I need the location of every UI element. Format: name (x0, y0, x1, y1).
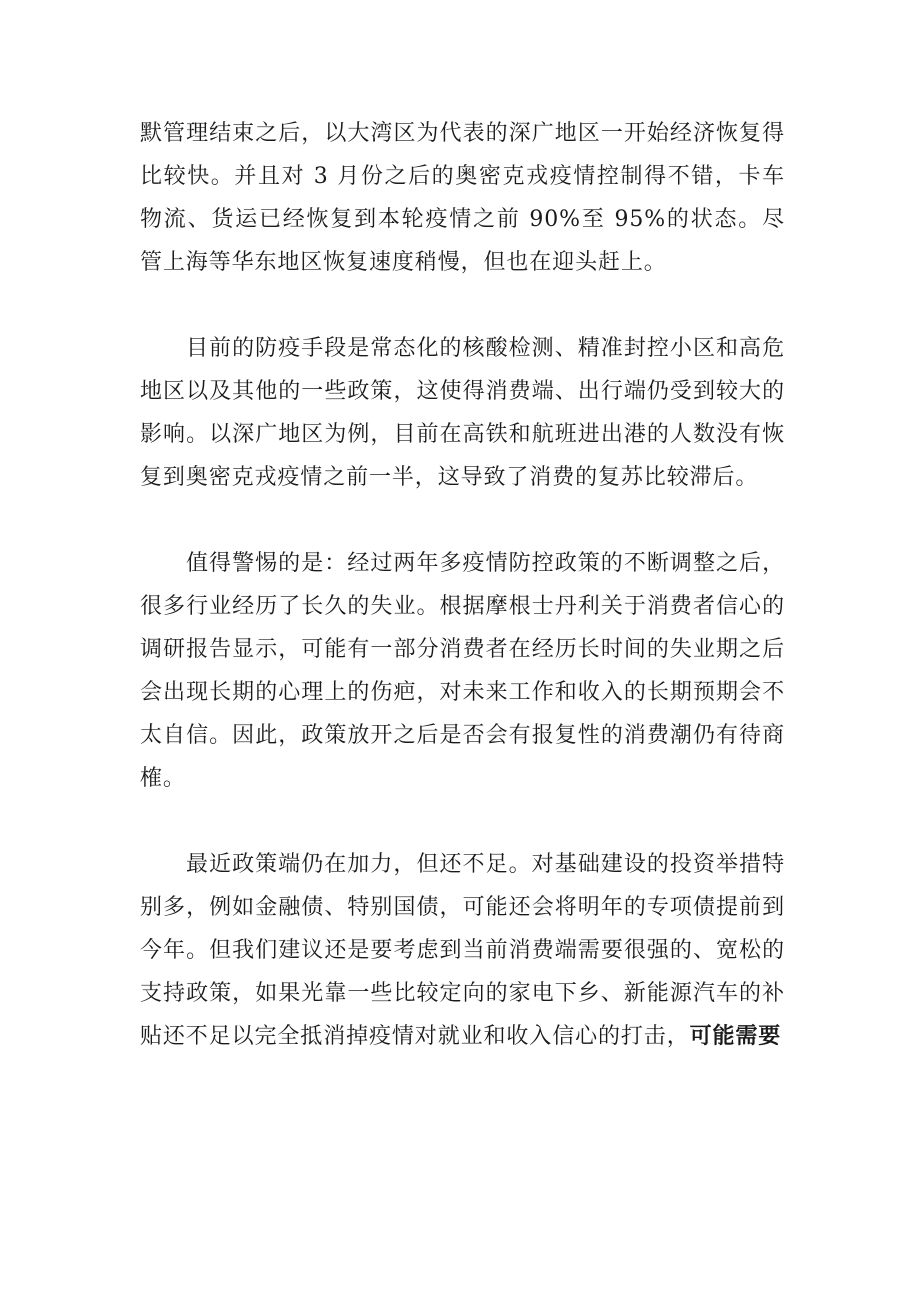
paragraph-2 (140, 327, 785, 499)
paragraph-3 (140, 542, 785, 800)
paragraph-2-text: 目前的防疫手段是常态化的核酸检测、精准封控小区和高危地区以及其他的一些政策，这使得消费端、出行端仍受到较大的影响。以深广地区为例，目前在高铁和航班进出港的人数没有恢复到奥密克戎疫情之前一半，这导致了消费的复苏比较滞后。 (140, 336, 785, 490)
document-body (140, 112, 785, 1058)
paragraph-1 (140, 112, 785, 284)
paragraph-1-text: 默管理结束之后，以大湾区为代表的深广地区一开始经济恢复得比较快。并且对 3 月份之后的奥密克戎疫情控制得不错，卡车物流、货运已经恢复到本轮疫情之前 90%至 95%的状态。尽管上海等华东地区恢复速度稍慢，但也在迎头赶上。 (140, 121, 785, 275)
paragraph-4 (140, 843, 785, 1058)
paragraph-4-bold-text: 可能需要 (689, 1024, 782, 1049)
paragraph-4-text: 最近政策端仍在加力，但还不足。对基础建设的投资举措特别多，例如金融债、特别国债，可能还会将明年的专项债提前到今年。但我们建议还是要考虑到当前消费端需要很强的、宽松的支持政策，如果光靠一些比较定向的家电下乡、新能源汽车的补贴还不足以完全抵消掉疫情对就业和收入信心的打击， (140, 852, 785, 1049)
paragraph-3-text: 值得警惕的是：经过两年多疫情防控政策的不断调整之后，很多行业经历了长久的失业。根据摩根士丹利关于消费者信心的调研报告显示，可能有一部分消费者在经历长时间的失业期之后会出现长期的心理上的伤疤，对未来工作和收入的长期预期会不太自信。因此，政策放开之后是否会有报复性的消费潮仍有待商榷。 (140, 551, 785, 791)
